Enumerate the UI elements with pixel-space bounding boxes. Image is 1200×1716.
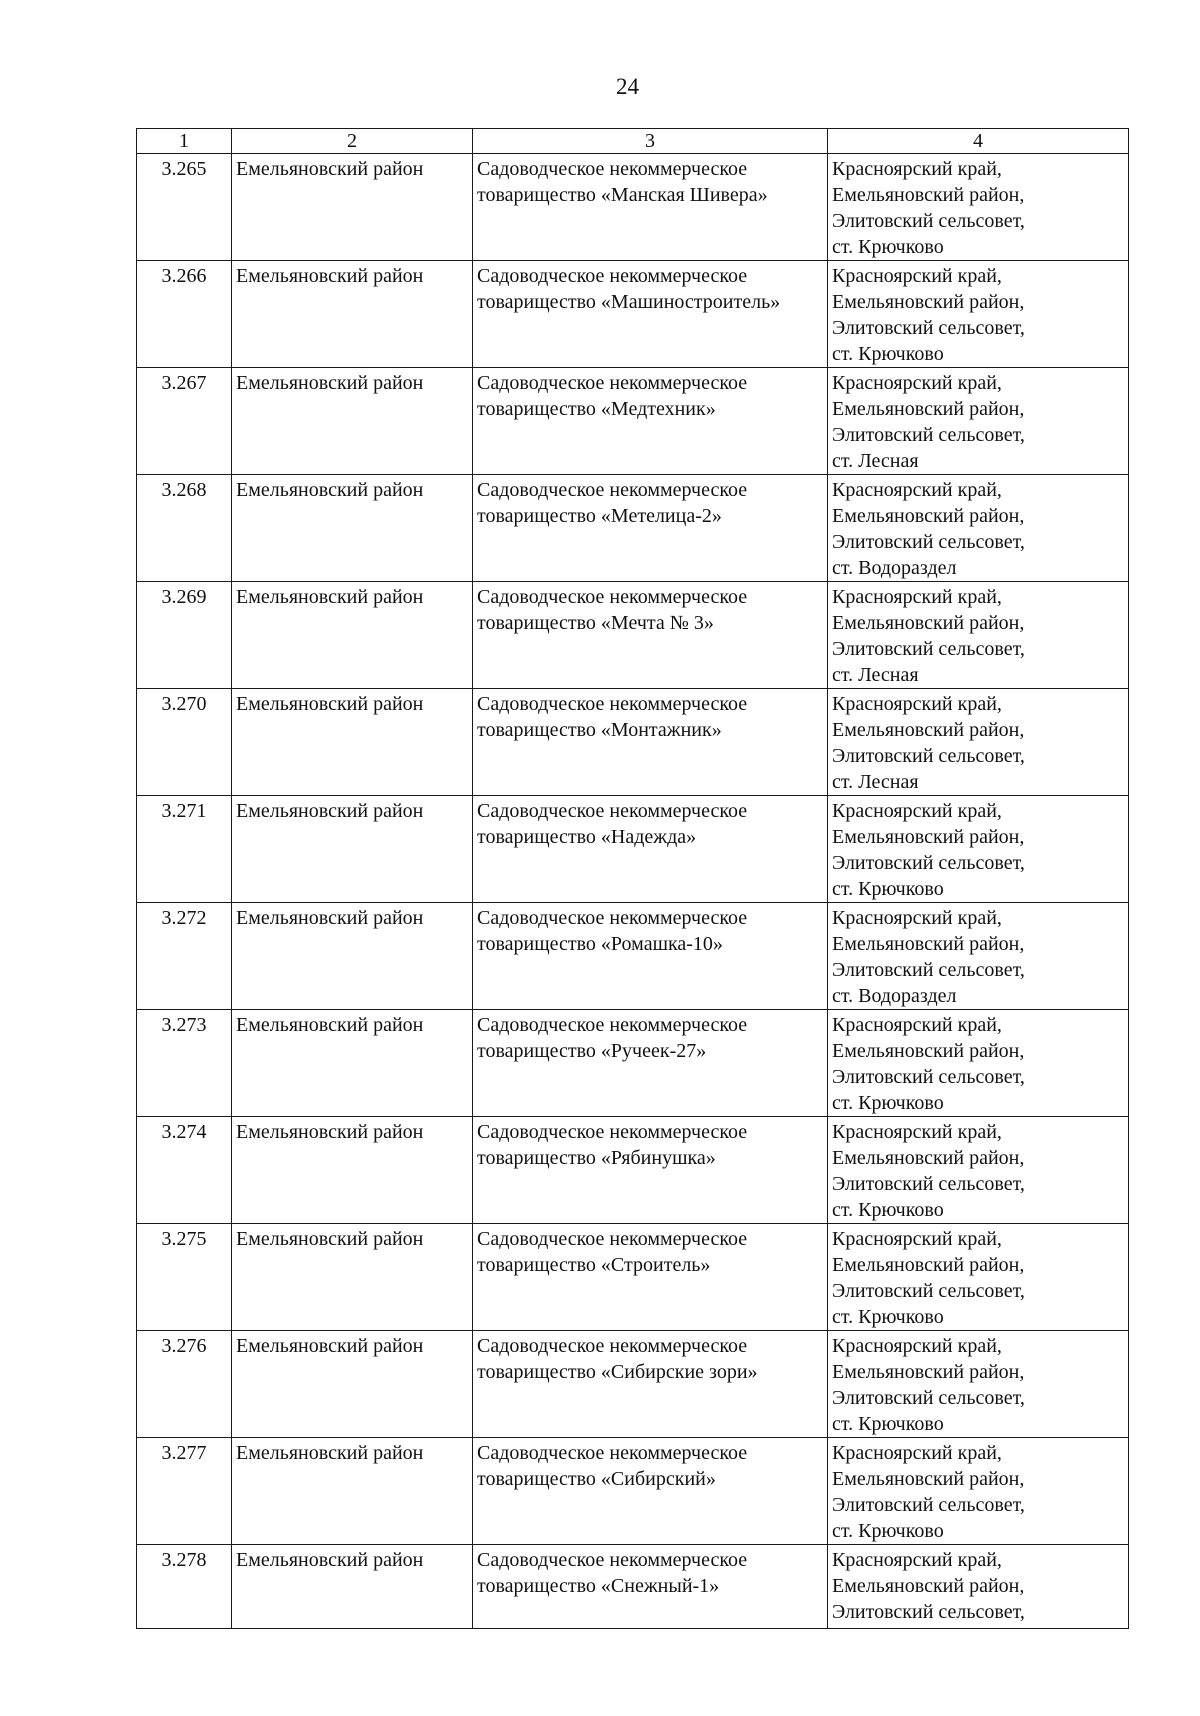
row-number: 3.269 — [137, 582, 232, 689]
address-line: Емельяновский район, — [832, 1147, 1025, 1169]
address-line: Красноярский край, — [832, 693, 1002, 715]
address-cell — [828, 1117, 1129, 1224]
address-line: ст. Лесная — [832, 664, 919, 686]
address-line: Емельяновский район, — [832, 1040, 1025, 1062]
column-header-2: 2 — [232, 129, 473, 154]
organization-name-line: товарищество «Метелица-2» — [477, 505, 722, 527]
organization-name-line: товарищество «Снежный-1» — [477, 1575, 720, 1597]
organization-name-cell — [473, 1010, 828, 1117]
address-cell — [828, 796, 1129, 903]
address-cell — [828, 903, 1129, 1010]
address-cell — [828, 1438, 1129, 1545]
address-line: Красноярский край, — [832, 158, 1002, 180]
organization-name-line: Садоводческое некоммерческое — [477, 1121, 748, 1143]
district-cell: Емельяновский район — [232, 582, 473, 689]
address-line: Красноярский край, — [832, 479, 1002, 501]
address-cell — [828, 1545, 1129, 1629]
address-line: ст. Лесная — [832, 771, 919, 793]
address-cell — [828, 154, 1129, 261]
organization-name-cell — [473, 1224, 828, 1331]
organization-name-cell — [473, 154, 828, 261]
address-line: Элитовский сельсовет, — [832, 959, 1025, 981]
organization-name-line: товарищество «Медтехник» — [477, 398, 716, 420]
organization-name-line: товарищество «Сибирские зори» — [477, 1361, 758, 1383]
address-line: Красноярский край, — [832, 1121, 1002, 1143]
address-cell — [828, 1331, 1129, 1438]
organization-name-line: Садоводческое некоммерческое — [477, 265, 748, 287]
organization-name-line: Садоводческое некоммерческое — [477, 800, 748, 822]
column-header-3: 3 — [473, 129, 828, 154]
address-line: ст. Крючково — [832, 878, 944, 900]
organization-name-cell — [473, 1331, 828, 1438]
row-number: 3.275 — [137, 1224, 232, 1331]
row-number: 3.268 — [137, 475, 232, 582]
organization-name-line: товарищество «Строитель» — [477, 1254, 711, 1276]
address-line: Элитовский сельсовет, — [832, 638, 1025, 660]
table-row — [137, 1117, 1129, 1224]
address-line: Емельяновский район, — [832, 184, 1025, 206]
organization-name-line: Садоводческое некоммерческое — [477, 1549, 748, 1571]
organization-name-line: Садоводческое некоммерческое — [477, 1442, 748, 1464]
address-line: ст. Крючково — [832, 1520, 944, 1542]
organization-name-cell — [473, 582, 828, 689]
district-cell: Емельяновский район — [232, 1545, 473, 1629]
district-cell: Емельяновский район — [232, 475, 473, 582]
row-number: 3.278 — [137, 1545, 232, 1629]
table-row — [137, 1010, 1129, 1117]
address-line: Красноярский край, — [832, 372, 1002, 394]
district-cell: Емельяновский район — [232, 796, 473, 903]
organization-name-line: Садоводческое некоммерческое — [477, 372, 748, 394]
address-line: Емельяновский район, — [832, 826, 1025, 848]
address-line: ст. Крючково — [832, 1199, 944, 1221]
address-line: Емельяновский район, — [832, 1575, 1025, 1597]
address-cell — [828, 368, 1129, 475]
district-cell: Емельяновский район — [232, 261, 473, 368]
organization-name-line: Садоводческое некоммерческое — [477, 1014, 748, 1036]
organization-name-line: Садоводческое некоммерческое — [477, 1228, 748, 1250]
address-cell — [828, 689, 1129, 796]
table-row — [137, 1224, 1129, 1331]
row-number: 3.267 — [137, 368, 232, 475]
organization-name-cell — [473, 903, 828, 1010]
address-line: Емельяновский район, — [832, 1361, 1025, 1383]
organization-name-cell — [473, 475, 828, 582]
organization-name-line: товарищество «Сибирский» — [477, 1468, 716, 1490]
table-body — [137, 154, 1129, 1629]
organization-name-cell — [473, 1438, 828, 1545]
address-line: Элитовский сельсовет, — [832, 1173, 1025, 1195]
address-line: ст. Лесная — [832, 450, 919, 472]
organization-name-cell — [473, 796, 828, 903]
row-number: 3.266 — [137, 261, 232, 368]
organization-name-cell — [473, 689, 828, 796]
address-line: ст. Крючково — [832, 1092, 944, 1114]
address-line: Красноярский край, — [832, 1442, 1002, 1464]
address-cell — [828, 1010, 1129, 1117]
address-line: ст. Крючково — [832, 1413, 944, 1435]
address-line: Красноярский край, — [832, 1335, 1002, 1357]
row-number: 3.274 — [137, 1117, 232, 1224]
organization-name-line: товарищество «Манская Шивера» — [477, 184, 768, 206]
address-line: ст. Крючково — [832, 236, 944, 258]
table-row — [137, 689, 1129, 796]
organization-name-cell — [473, 261, 828, 368]
district-cell: Емельяновский район — [232, 368, 473, 475]
table-row — [137, 261, 1129, 368]
row-number: 3.272 — [137, 903, 232, 1010]
address-line: Элитовский сельсовет, — [832, 317, 1025, 339]
table-header-row — [137, 129, 1129, 154]
address-line: Элитовский сельсовет, — [832, 1066, 1025, 1088]
row-number: 3.276 — [137, 1331, 232, 1438]
table-row — [137, 154, 1129, 261]
organization-name-line: товарищество «Рябинушка» — [477, 1147, 716, 1169]
district-cell: Емельяновский район — [232, 1224, 473, 1331]
address-line: Красноярский край, — [832, 1228, 1002, 1250]
address-line: Емельяновский район, — [832, 1468, 1025, 1490]
address-line: Емельяновский район, — [832, 291, 1025, 313]
organization-name-line: товарищество «Надежда» — [477, 826, 697, 848]
address-line: Элитовский сельсовет, — [832, 210, 1025, 232]
organization-name-line: товарищество «Машиностроитель» — [477, 291, 781, 313]
organization-name-cell — [473, 368, 828, 475]
registry-table — [136, 128, 1129, 1629]
address-line: Красноярский край, — [832, 1014, 1002, 1036]
address-line: ст. Крючково — [832, 343, 944, 365]
address-line: Емельяновский район, — [832, 505, 1025, 527]
district-cell: Емельяновский район — [232, 903, 473, 1010]
address-line: Элитовский сельсовет, — [832, 745, 1025, 767]
organization-name-line: Садоводческое некоммерческое — [477, 586, 748, 608]
table-row — [137, 903, 1129, 1010]
district-cell: Емельяновский район — [232, 1331, 473, 1438]
organization-name-line: товарищество «Монтажник» — [477, 719, 722, 741]
address-line: Элитовский сельсовет, — [832, 852, 1025, 874]
table-row — [137, 1331, 1129, 1438]
row-number: 3.270 — [137, 689, 232, 796]
address-cell — [828, 475, 1129, 582]
district-cell: Емельяновский район — [232, 154, 473, 261]
organization-name-line: Садоводческое некоммерческое — [477, 907, 748, 929]
organization-name-line: товарищество «Ромашка-10» — [477, 933, 723, 955]
address-line: Емельяновский район, — [832, 1254, 1025, 1276]
address-line: Элитовский сельсовет, — [832, 1494, 1025, 1516]
organization-name-line: Садоводческое некоммерческое — [477, 693, 748, 715]
address-line: Емельяновский район, — [832, 933, 1025, 955]
address-line: Красноярский край, — [832, 907, 1002, 929]
organization-name-cell — [473, 1545, 828, 1629]
address-line: Элитовский сельсовет, — [832, 1280, 1025, 1302]
organization-name-line: Садоводческое некоммерческое — [477, 479, 748, 501]
district-cell: Емельяновский район — [232, 1117, 473, 1224]
district-cell: Емельяновский район — [232, 689, 473, 796]
organization-name-line: Садоводческое некоммерческое — [477, 158, 748, 180]
address-line: Красноярский край, — [832, 800, 1002, 822]
address-line: Емельяновский район, — [832, 719, 1025, 741]
page-number: 24 — [616, 74, 639, 99]
address-cell — [828, 261, 1129, 368]
table-row — [137, 582, 1129, 689]
table-row — [137, 1438, 1129, 1545]
organization-name-line: Садоводческое некоммерческое — [477, 1335, 748, 1357]
row-number: 3.271 — [137, 796, 232, 903]
address-line: Красноярский край, — [832, 586, 1002, 608]
address-line: Элитовский сельсовет, — [832, 1601, 1025, 1623]
table-row — [137, 796, 1129, 903]
address-line: ст. Водораздел — [832, 985, 957, 1007]
column-header-1: 1 — [137, 129, 232, 154]
address-line: Элитовский сельсовет, — [832, 531, 1025, 553]
organization-name-line: товарищество «Мечта № 3» — [477, 612, 714, 634]
address-line: Емельяновский район, — [832, 398, 1025, 420]
address-cell — [828, 582, 1129, 689]
address-line: Элитовский сельсовет, — [832, 424, 1025, 446]
column-header-4: 4 — [828, 129, 1129, 154]
district-cell: Емельяновский район — [232, 1010, 473, 1117]
address-cell — [828, 1224, 1129, 1331]
row-number: 3.273 — [137, 1010, 232, 1117]
organization-name-line: товарищество «Ручеек-27» — [477, 1040, 707, 1062]
address-line: Элитовский сельсовет, — [832, 1387, 1025, 1409]
row-number: 3.277 — [137, 1438, 232, 1545]
address-line: ст. Крючково — [832, 1306, 944, 1328]
district-cell: Емельяновский район — [232, 1438, 473, 1545]
table-row — [137, 1545, 1129, 1629]
address-line: ст. Водораздел — [832, 557, 957, 579]
table-row — [137, 368, 1129, 475]
address-line: Емельяновский район, — [832, 612, 1025, 634]
address-line: Красноярский край, — [832, 265, 1002, 287]
table-row — [137, 475, 1129, 582]
row-number: 3.265 — [137, 154, 232, 261]
organization-name-cell — [473, 1117, 828, 1224]
address-line: Красноярский край, — [832, 1549, 1002, 1571]
